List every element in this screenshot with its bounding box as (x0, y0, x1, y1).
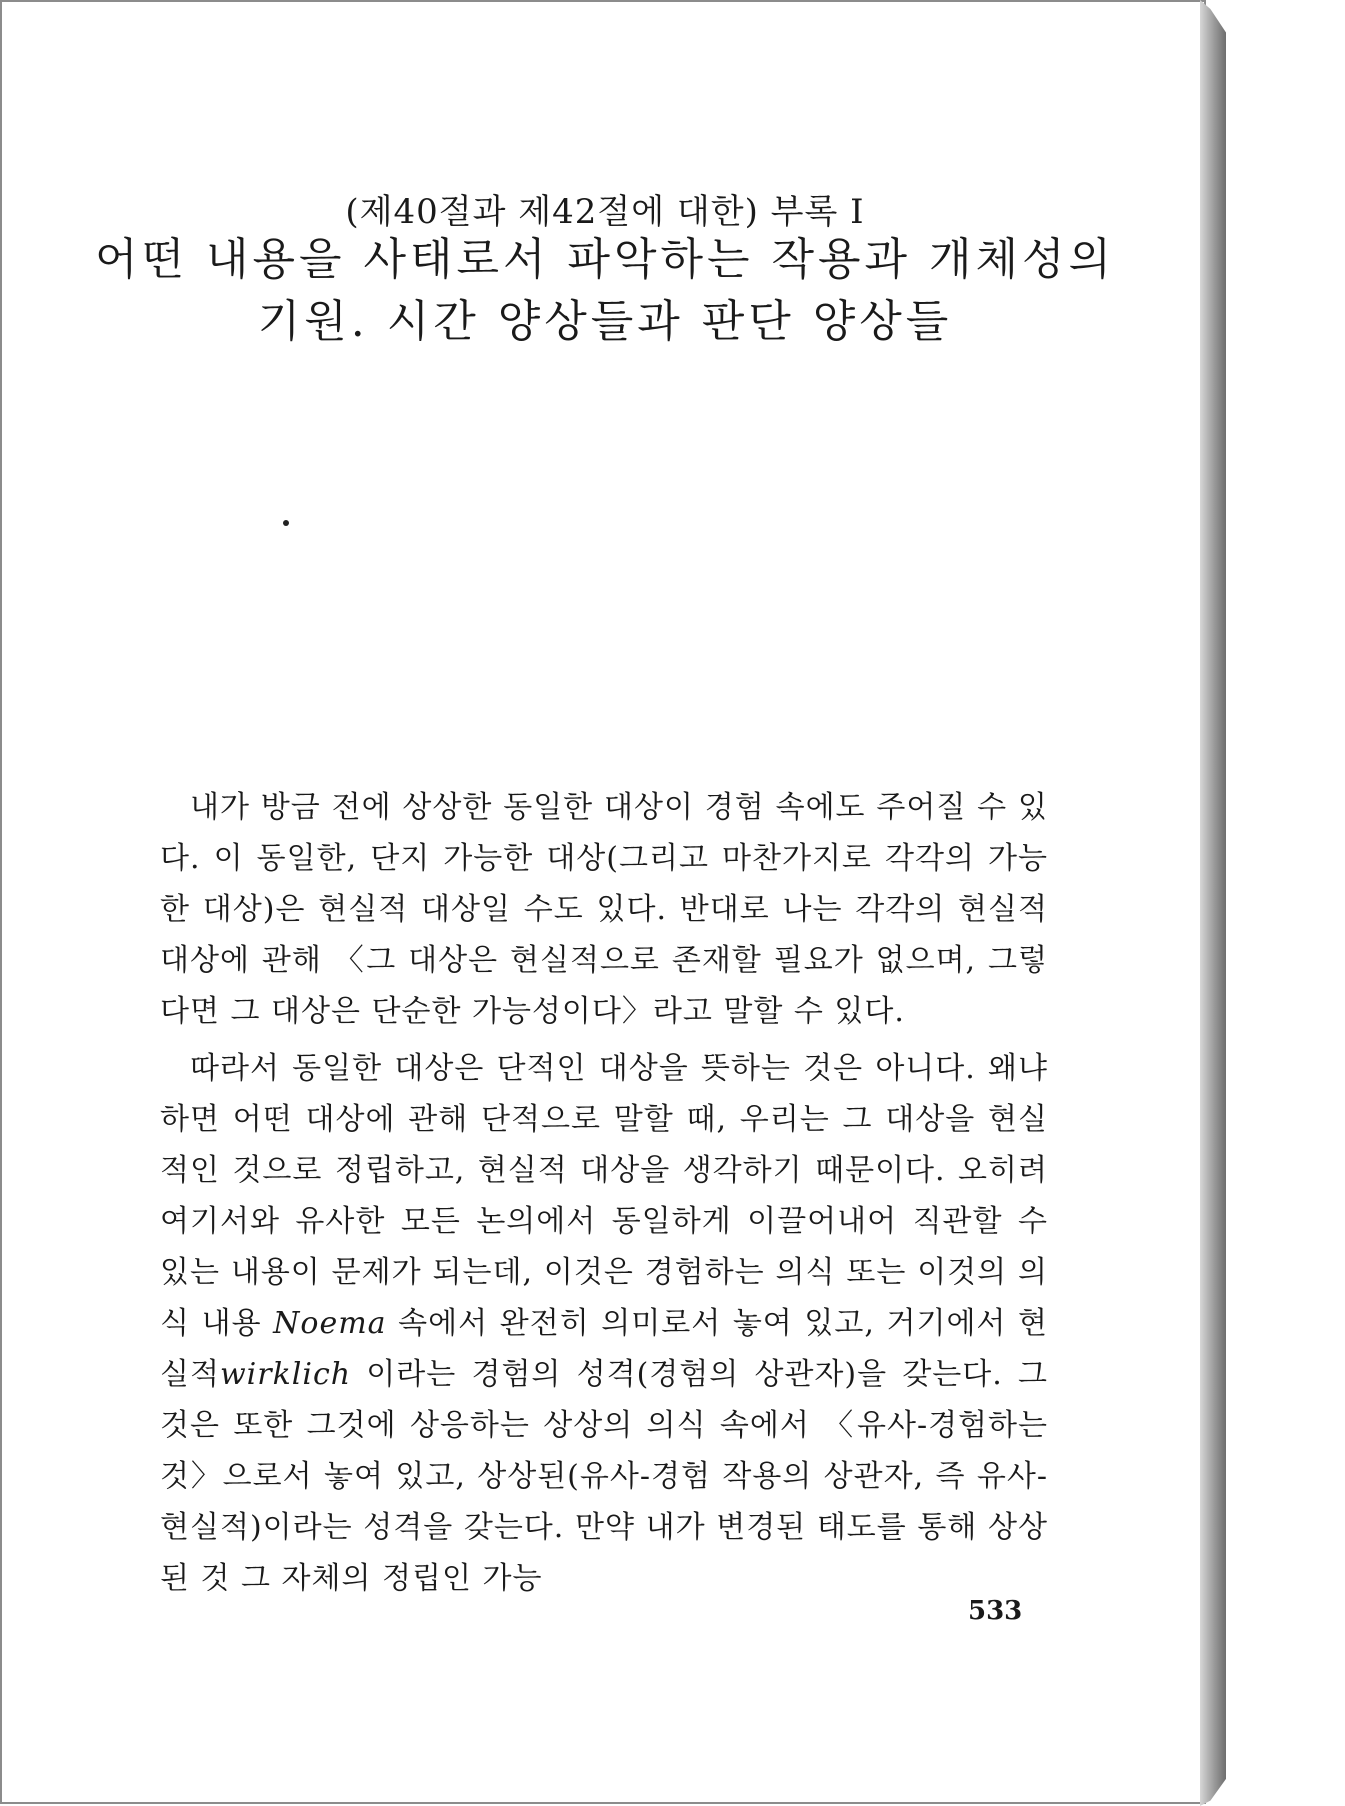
page-number: 533 (968, 1596, 1023, 1626)
book-page-edge (1200, 0, 1226, 1806)
noema-term: Noema (273, 1306, 387, 1341)
paragraph-2-part-1: 따라서 동일한 대상은 단적인 대상을 뜻하는 것은 아니다. 왜냐하면 어떤 대상에 관해 단적으로 말할 때, 우리는 그 대상을 현실적인 것으로 정립하고, 현실적 대상을 생각하기 때문이다. 오히려 여기서와 유사한 모든 논의에서 동일하게 이끌어내어 직관할 수 있는 내용이 문제가 되는데, 이것은 경험하는 의식 또는 이것의 의식 내용 (160, 1051, 1048, 1341)
stray-dot-mark (283, 520, 289, 526)
appendix-title-line-2: 기원. 시간 양상들과 판단 양상들 (257, 296, 953, 347)
wirklich-term: wirklich (219, 1357, 352, 1392)
appendix-subtitle: (제40절과 제42절에 대한) 부록 I (345, 192, 865, 232)
paragraph-1: 내가 방금 전에 상상한 동일한 대상이 경험 속에도 주어질 수 있다. 이 동일한, 단지 가능한 대상(그리고 마찬가지로 각각의 가능한 대상)은 현실적 대상일 수도 있다. 반대로 나는 각각의 현실적 대상에 관해 〈그 대상은 현실적으로 존재할 필요가 없으며, 그렇다면 그 대상은 단순한 가능성이다〉라고 말할 수 있다. (160, 790, 1048, 1029)
paragraph-2-part-3: 이라는 경험의 성격(경험의 상관자)을 갖는다. 그것은 또한 그것에 상응하는 상상의 의식 속에서 〈유사-경험하는 것〉으로서 놓여 있고, 상상된(유사-경험 작용의 상관자, 즉 유사-현실적)이라는 성격을 갖는다. 만약 내가 변경된 태도를 통해 상상된 것 그 자체의 정립인 가능 (160, 1357, 1048, 1596)
appendix-title-line-1: 어떤 내용을 사태로서 파악하는 작용과 개체성의 (94, 234, 1115, 285)
body-text (160, 782, 1048, 1604)
paragraph-2 (160, 1043, 1048, 1604)
paragraph-2-part-2: 속에서 완전히 의미로서 놓여 있고, 거기에서 현실적 (160, 1306, 1048, 1392)
